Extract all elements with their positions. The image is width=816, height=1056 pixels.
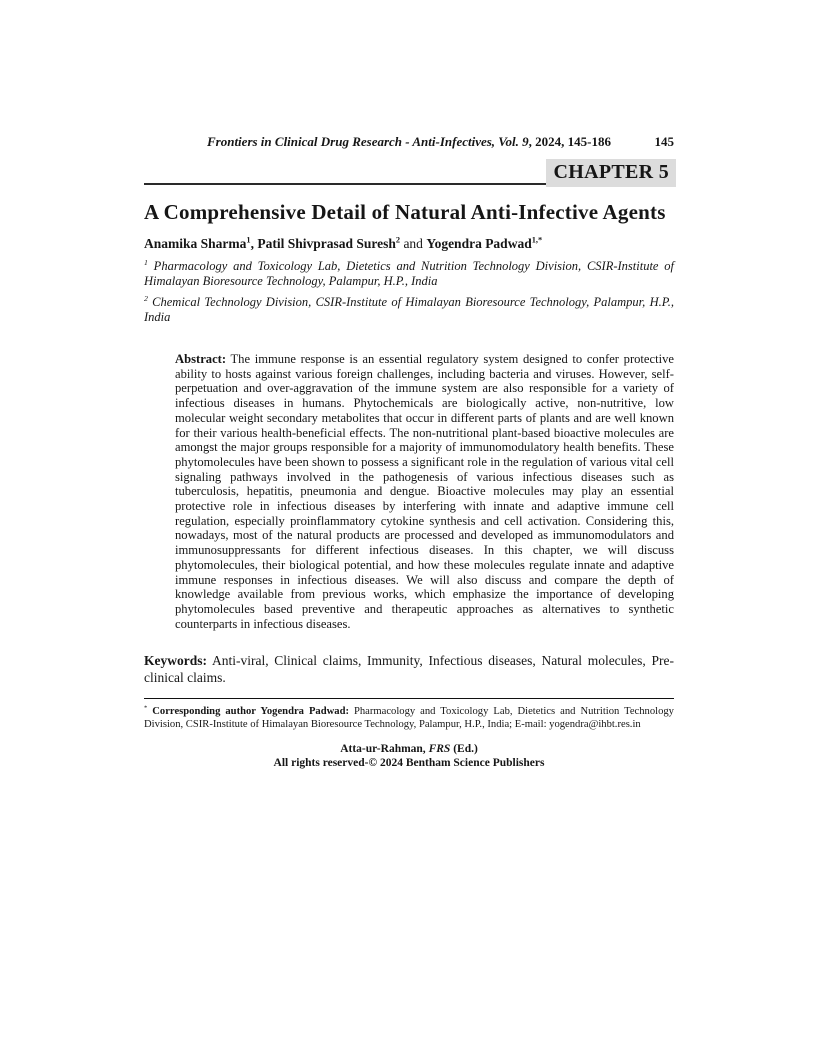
keywords-paragraph — [144, 653, 674, 686]
abstract-paragraph — [175, 352, 674, 631]
author-1: Anamika Sharma — [144, 236, 247, 251]
author-1-affiliation-marker: 1 — [246, 235, 251, 245]
keywords-text: Anti-viral, Clinical claims, Immunity, Infectious diseases, Natural molecules, Pre-clinical claims. — [144, 653, 674, 685]
author-3: Yogendra Padwad — [426, 236, 532, 251]
journal-issue-info: , 2024, 145-186 — [528, 134, 611, 149]
running-head — [144, 134, 674, 150]
chapter-rule — [144, 154, 674, 185]
chapter-title: A Comprehensive Detail of Natural Anti-Infective Agents — [144, 200, 666, 224]
keywords-label: Keywords: — [144, 653, 207, 669]
affiliation-1 — [144, 259, 674, 288]
author-conjunction: and — [400, 236, 427, 251]
authors-line — [144, 235, 674, 252]
author-2: Patil Shivprasad Suresh — [257, 236, 396, 251]
editor-frs-title: FRS — [428, 743, 451, 756]
editor-line — [144, 743, 674, 757]
abstract-text: The immune response is an essential regulatory system designed to confer protective ability to hosts against various foreign challenges, including bacteria and viruses. However, self-perpetuation and over-aggravation of the immune system are also responsible for a variety of infectious diseases in humans. Phytochemicals are biologically active, non-nutritive, low molecular weight secondary metabolites that occur in different parts of plants and are well known for their various health-beneficial effects. The non-nutritional plant-based bioactive molecules are amongst the major groups responsible for a majority of immunomodulatory health benefits. These phytomolecules have been shown to possess a significant role in the regulation of various vital cell signaling pathways involved in the pathogenesis of various infectious diseases such as tuberculosis, hepatitis, pneumonia and dengue. Bioactive molecules may play an essential protective role in infectious diseases by interfering with innate and adaptive immune cell regulation, especially proinflammatory cytokine synthesis and cell activation. Considering this, nowadays, most of the natural products are processed and developed as immunomodulators and immunosuppressants for different infectious diseases. In this chapter, we will discuss phytomolecules, their biological potential, and how these molecules regulate innate and adaptive immune responses in infectious diseases. We will also discuss and compare the depth of knowledge available from previous works, which emphasize the importance of developing phytomolecules based preventive and therapeutic approaches as alternatives to synthetic counterparts in infectious diseases. — [175, 352, 674, 631]
author-3-affiliation-marker: 1,* — [531, 235, 543, 245]
author-2-affiliation-marker: 2 — [395, 235, 401, 245]
affiliation-1-marker: 1 — [144, 257, 148, 267]
affiliation-2-marker: 2 — [144, 293, 148, 303]
abstract-label: Abstract: — [175, 352, 227, 366]
journal-title: Frontiers in Clinical Drug Research - Anti-Infectives, Vol. 9 — [206, 134, 529, 149]
footnote-text: Pharmacology and Toxicology Lab, Dietetics and Nutrition Technology Division, CSIR-Institute of Himalayan Bioresource Technology, Palampur, H.P., India; E-mail: yogendra@ihbt.res.in — [144, 706, 674, 731]
footnote-label: Corresponding author Yogendra Padwad: — [147, 706, 349, 718]
publisher-imprint — [144, 743, 674, 770]
affiliation-2 — [144, 295, 674, 324]
author-separator: , — [250, 236, 258, 251]
affiliation-2-text: Chemical Technology Division, CSIR-Institute of Himalayan Bioresource Technology, Palampur, H.P., India — [144, 295, 674, 324]
chapter-badge: CHAPTER 5 — [546, 159, 676, 187]
footnote-asterisk: * — [144, 704, 148, 712]
page-number: 145 — [654, 134, 674, 149]
editor-suffix: (Ed.) — [450, 743, 478, 756]
editor-name: Atta-ur-Rahman, — [340, 743, 429, 756]
footnote-divider — [144, 698, 674, 699]
copyright-line: All rights reserved-© 2024 Bentham Science Publishers — [273, 756, 545, 769]
corresponding-author-footnote — [144, 705, 674, 731]
affiliation-1-text: Pharmacology and Toxicology Lab, Dietetics and Nutrition Technology Division, CSIR-Institute of Himalayan Bioresource Technology, Palampur, H.P., India — [144, 259, 674, 288]
